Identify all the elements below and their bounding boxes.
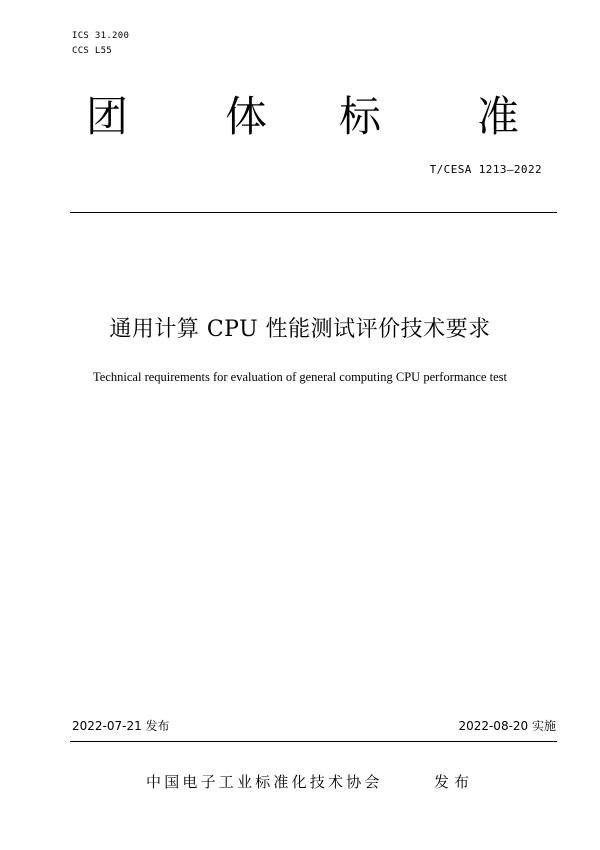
title-chinese: 通用计算 CPU 性能测试评价技术要求 (109, 317, 491, 342)
ccs-code: CCS L55 (72, 46, 113, 56)
top-divider (70, 212, 557, 213)
implementation-date: 2022-08-20 实施 (458, 719, 556, 733)
standard-type-char: 准 (477, 92, 520, 141)
ics-code: ICS 31.200 (72, 31, 130, 41)
standard-type-char: 体 (225, 92, 268, 141)
publisher-name: 中国电子工业标准化技术协会 (146, 773, 383, 791)
publish-label: 发布 (434, 773, 475, 791)
issue-date: 2022-07-21 发布 (72, 719, 170, 733)
standard-type-char: 标 (339, 92, 382, 141)
title-english: Technical requirements for evaluation of general computing CPU performance test (93, 370, 507, 384)
standard-type-char: 团 (86, 92, 129, 141)
bottom-divider (70, 741, 557, 742)
standard-number: T/CESA 1213—2022 (429, 163, 542, 176)
